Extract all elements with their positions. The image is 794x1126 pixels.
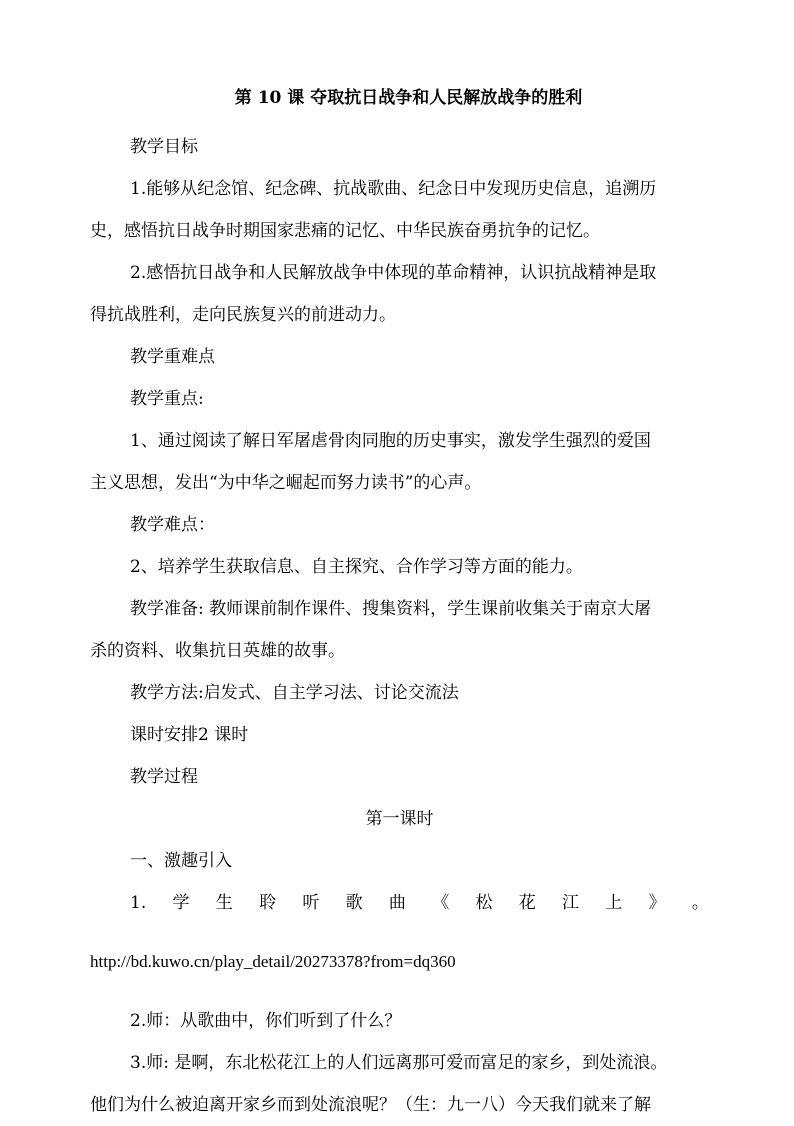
- step-1-token: 江: [562, 893, 580, 913]
- step-1-token: 上: [605, 893, 623, 913]
- lesson-schedule: 课时安排2 课时: [130, 725, 249, 745]
- step-1-token: 学: [172, 893, 190, 913]
- step-1-token: 。: [691, 893, 709, 913]
- difficult-points-heading: 教学难点：: [130, 515, 215, 535]
- step-1-token: 听: [302, 893, 320, 913]
- key-point-1-line-1: 1、通过阅读了解日军屠虐骨肉同胞的历史事实，激发学生强烈的爱国: [130, 431, 651, 451]
- step-1-justified-line: [90, 882, 709, 924]
- document-body: [90, 84, 709, 1126]
- song-url-link[interactable]: http://bd.kuwo.cn/play_detail/20273378?from=dq360: [90, 952, 456, 971]
- step-1-token: 1.: [130, 893, 147, 913]
- goal-2-line-1: 2.感悟抗日战争和人民解放战争中体现的革命精神，认识抗战精神是取: [130, 263, 657, 283]
- first-lesson-heading: 第一课时: [365, 809, 434, 829]
- step-1-token: 花: [518, 893, 536, 913]
- preparation-line-1: 教学准备: 教师课前制作课件、搜集资料，学生课前收集关于南京大屠: [130, 599, 652, 619]
- preparation-line-2: 杀的资料、收集抗日英雄的故事。: [90, 641, 345, 661]
- lesson-title: 第 10 课 夺取抗日战争和人民解放战争的胜利: [234, 88, 583, 108]
- goal-2-line-2: 得抗战胜利，走向民族复兴的前进动力。: [90, 305, 396, 325]
- step-1-token: 松: [475, 893, 493, 913]
- step-1-token: 》: [648, 893, 666, 913]
- process-heading: 教学过程: [130, 767, 198, 787]
- step-3-line-2: 他们为什么被迫离开家乡而到处流浪呢？（生：九一八）今天我们就来了解: [90, 1095, 651, 1115]
- step-3-line-1: 3.师: 是啊，东北松花江上的人们远离那可爱而富足的家乡，到处流浪。: [130, 1053, 668, 1073]
- goal-1-line-2: 史，感悟抗日战争时期国家悲痛的记忆、中华民族奋勇抗争的记忆。: [90, 221, 600, 241]
- step-1-token: 曲: [388, 893, 406, 913]
- section-1-heading: 一、激趣引入: [130, 851, 232, 871]
- key-difficult-heading: 教学重难点: [130, 347, 215, 367]
- step-1-token: 聆: [259, 893, 277, 913]
- goals-heading: 教学目标: [130, 137, 198, 157]
- key-points-heading: 教学重点:: [130, 389, 204, 409]
- teaching-method: 教学方法:启发式、自主学习法、讨论交流法: [130, 683, 459, 703]
- key-point-1-line-2: 主义思想，发出“为中华之崛起而努力读书”的心声。: [90, 473, 482, 493]
- step-1-token: 《: [432, 893, 450, 913]
- step-1-token: 歌: [345, 893, 363, 913]
- goal-1-line-1: 1.能够从纪念馆、纪念碑、抗战歌曲、纪念日中发现历史信息，追溯历: [130, 179, 657, 199]
- step-1-token: 生: [215, 893, 233, 913]
- step-2: 2.师：从歌曲中，你们听到了什么？: [130, 1011, 402, 1031]
- difficult-point-2: 2、培养学生获取信息、自主探究、合作学习等方面的能力。: [130, 557, 583, 577]
